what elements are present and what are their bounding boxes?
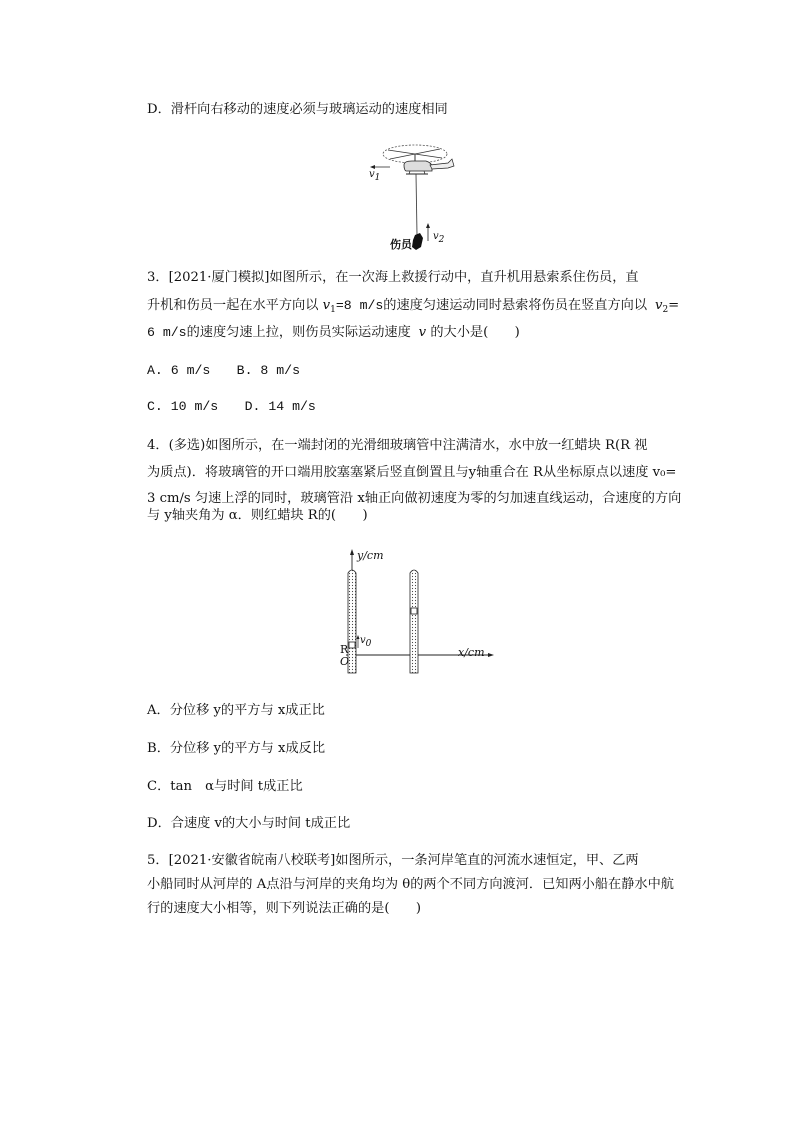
rescue-cable xyxy=(416,174,417,235)
q4-option-a: A．分位移 y的平方与 x成正比 xyxy=(147,703,325,718)
q4-option-c: C．tan α与时间 t成正比 xyxy=(147,779,303,794)
q5-line2: 小船同时从河岸的 A点沿与河岸的夹角均为 θ的两个不同方向渡河．已知两小船在静水中航 xyxy=(147,877,674,892)
q3-options-ab: A. 6 m/s B. 8 m/s xyxy=(147,363,300,378)
v1-label: v xyxy=(369,169,375,180)
q4-option-d: D．合速度 v的大小与时间 t成正比 xyxy=(147,816,351,831)
q4-line3: 3 cm/s 匀速上浮的同时，玻璃管沿 x轴正向做初速度为零的匀加速直线运动，合速度的方向 xyxy=(147,491,682,506)
v0-label: v xyxy=(360,635,366,646)
q4-line4: 与 y轴夹角为 α．则红蜡块 R的( ) xyxy=(147,508,368,523)
helicopter-body xyxy=(404,161,432,171)
q3-line2: 升机和伤员一起在水平方向以 $v_1=8$ m/s的速度匀速运动同时悬索将伤员在竖直方向以 $v_2=$ xyxy=(147,298,680,315)
q5-line1: 5．[2021·安徽省皖南八校联考]如图所示，一条河岸笔直的河流水速恒定，甲、乙两 xyxy=(147,853,639,868)
glass-tube-2 xyxy=(410,570,418,673)
x-axis-label: x/cm xyxy=(458,646,485,659)
q3-line3: 6 m/s的速度匀速上拉，则伤员实际运动速度 v 的大小是( ) xyxy=(147,325,520,340)
q5-line3: 行的速度大小相等，则下列说法正确的是( ) xyxy=(147,901,422,916)
y-axis-label: y/cm xyxy=(357,549,384,562)
person-label: 伤员 xyxy=(390,238,412,251)
q3-line1: 3．[2021·厦门模拟]如图所示，在一次海上救援行动中，直升机用悬索系住伤员，直 xyxy=(147,270,639,285)
glass-tube-1 xyxy=(348,570,356,673)
origin-label: O xyxy=(340,655,350,668)
q4-option-b: B．分位移 y的平方与 x成反比 xyxy=(147,741,326,756)
r-label: R xyxy=(340,643,349,656)
wax-block-r xyxy=(349,642,355,648)
injured-person-icon xyxy=(412,233,423,250)
wax-block-r-moved xyxy=(411,608,417,614)
q4-line1: 4．(多选)如图所示，在一端封闭的光滑细玻璃管中注满清水，水中放一红蜡块 R(R 视 xyxy=(147,438,648,453)
q4-line2: 为质点)．将玻璃管的开口端用胶塞塞紧后竖直倒置且与y轴重合在 R从坐标原点以速度 v₀= xyxy=(147,465,677,480)
q3-options-cd: C. 10 m/s D. 14 m/s xyxy=(147,399,316,414)
v2-label: v xyxy=(433,231,439,242)
q2-option-d: D．滑杆向右移动的速度必须与玻璃运动的速度相同 xyxy=(147,102,448,117)
helicopter-figure xyxy=(360,135,470,255)
